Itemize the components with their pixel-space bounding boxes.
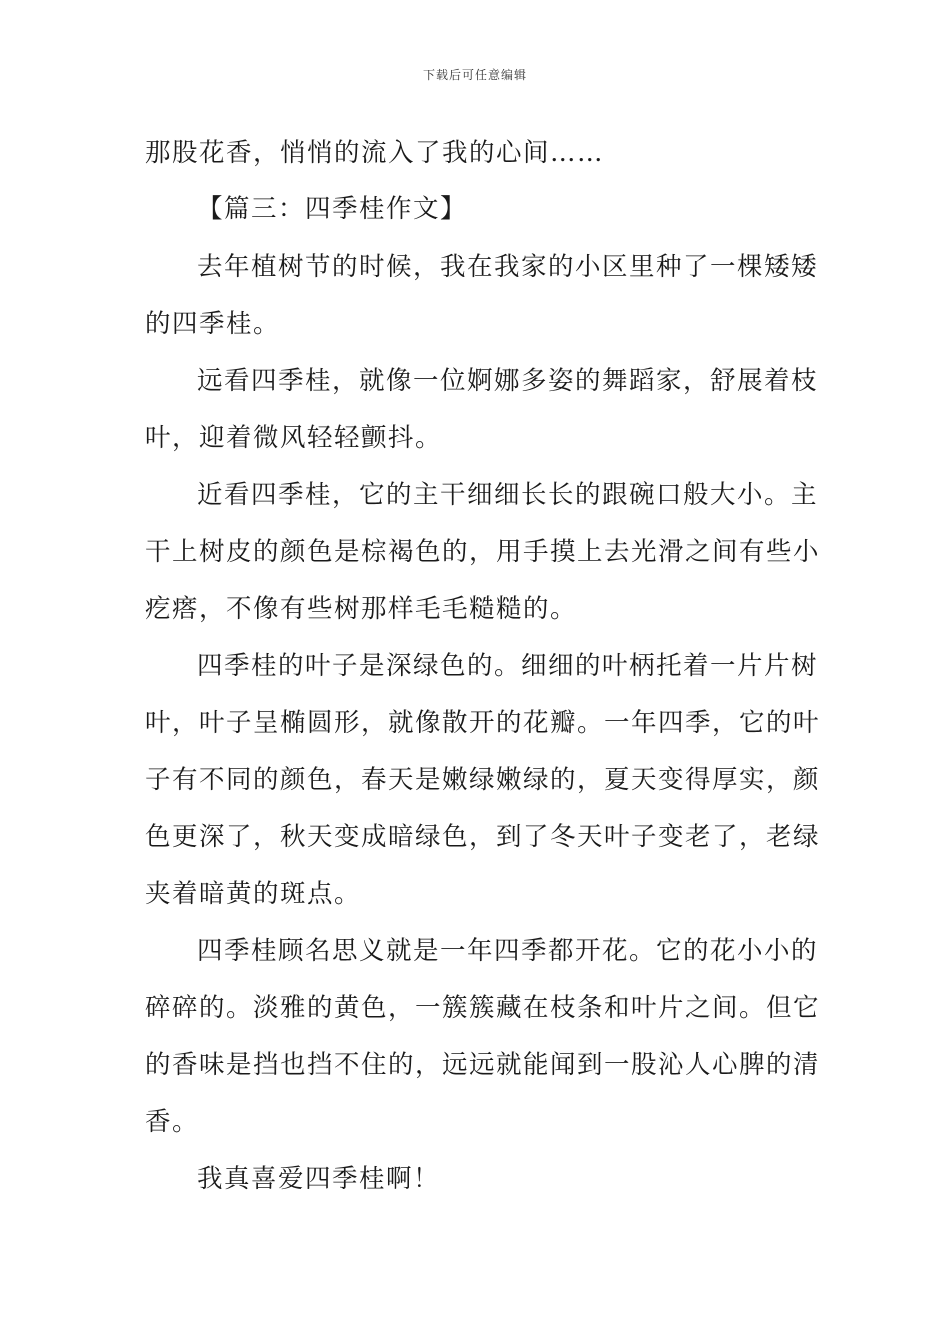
text-line: 叶，迎着微风轻轻颤抖。 — [145, 423, 443, 453]
text-line: 夹着暗黄的斑点。 — [145, 879, 362, 909]
text-line: 子有不同的颜色，春天是嫩绿嫩绿的，夏天变得厚实，颜 — [145, 765, 821, 795]
text-line: 四季桂的叶子是深绿色的。细细的叶柄托着一片片树 — [197, 651, 819, 681]
text-line: 远看四季桂，就像一位婀娜多姿的舞蹈家，舒展着枝 — [197, 366, 819, 396]
text-line: 我真喜爱四季桂啊！ — [197, 1164, 441, 1194]
text-line: 疙瘩，不像有些树那样毛毛糙糙的。 — [145, 594, 578, 624]
text-line: 近看四季桂，它的主干细细长长的跟碗口般大小。主 — [197, 480, 819, 510]
text-line: 色更深了，秋天变成暗绿色，到了冬天叶子变老了，老绿 — [145, 822, 821, 852]
text-line: 碎碎的。淡雅的黄色，一簇簇藏在枝条和叶片之间。但它 — [145, 993, 821, 1023]
text-line: 叶，叶子呈椭圆形，就像散开的花瓣。一年四季，它的叶 — [145, 708, 821, 738]
text-line: 去年植树节的时候，我在我家的小区里种了一棵矮矮 — [197, 252, 819, 282]
text-line: 那股花香，悄悄的流入了我的心间…… — [145, 138, 605, 168]
section-title: 【篇三：四季桂作文】 — [197, 194, 468, 224]
text-line: 香。 — [145, 1107, 200, 1137]
page-header-note: 下载后可任意编辑 — [422, 68, 527, 82]
text-line: 干上树皮的颜色是棕褐色的，用手摸上去光滑之间有些小 — [145, 537, 821, 567]
text-line: 的香味是挡也挡不住的，远远就能闻到一股沁人心脾的清 — [145, 1050, 821, 1080]
text-line: 的四季桂。 — [145, 309, 281, 339]
text-line: 四季桂顾名思义就是一年四季都开花。它的花小小的 — [197, 936, 819, 966]
